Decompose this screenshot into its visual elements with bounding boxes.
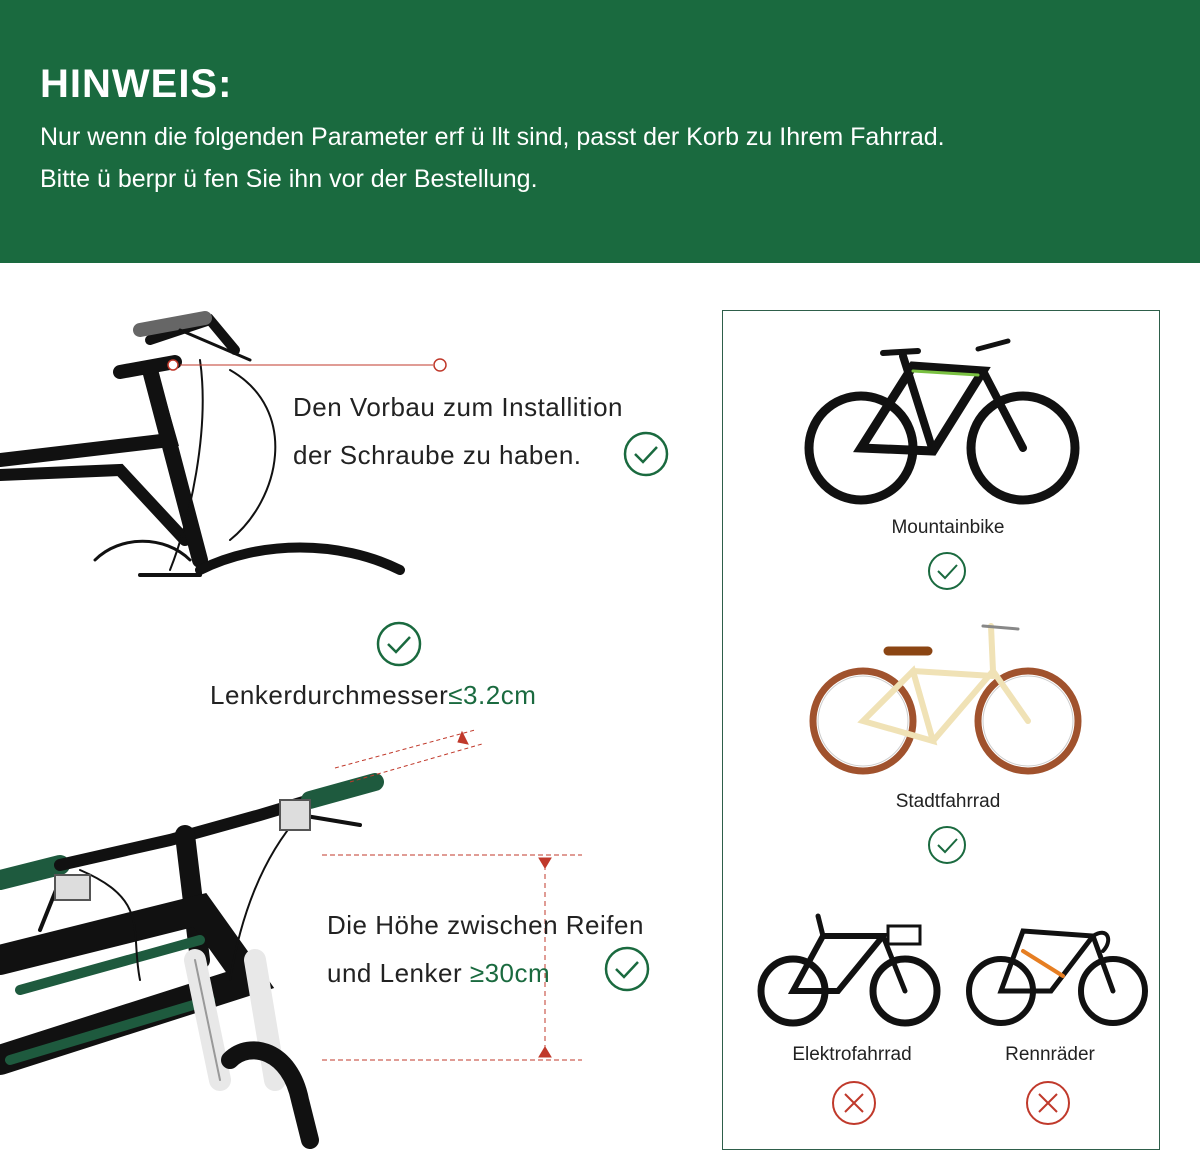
elektrofahrrad-caption: Elektrofahrrad xyxy=(792,1044,912,1065)
diameter-label: Lenkerdurchmesser xyxy=(210,680,449,710)
diameter-value: ≤3.2cm xyxy=(448,680,537,710)
notice-line-2: Bitte ü berpr ü fen Sie ihn vor der Bestellung. xyxy=(40,165,538,193)
diameter-requirement xyxy=(210,680,536,711)
cross-icon xyxy=(1025,1080,1071,1126)
height-label: und Lenker xyxy=(327,958,470,988)
cross-icon xyxy=(831,1080,877,1126)
stem-requirement-line-2: der Schraube zu haben. xyxy=(293,440,582,470)
height-value: ≥30cm xyxy=(469,958,551,988)
notice-line-1: Nur wenn die folgenden Parameter erf ü llt sind, passt der Korb zu Ihrem Fahrrad. xyxy=(40,123,945,151)
notice-title: HINWEIS: xyxy=(40,62,233,106)
check-icon xyxy=(927,551,967,591)
check-icon xyxy=(375,620,423,668)
height-requirement-line-1: Die Höhe zwischen Reifen xyxy=(327,910,644,940)
mountainbike-image xyxy=(809,341,1075,500)
mountainbike-caption: Mountainbike xyxy=(891,517,1005,538)
stem-requirement-line-1: Den Vorbau zum Installition xyxy=(293,392,624,422)
bike-types-illustrations xyxy=(723,311,1161,1151)
bike-handlebar-illustration xyxy=(0,782,375,1140)
check-icon xyxy=(622,430,670,478)
rennrader-image xyxy=(969,931,1145,1023)
elektrofahrrad-image xyxy=(761,916,937,1023)
rennrader-caption: Rennräder xyxy=(1005,1044,1095,1065)
stadtfahrrad-caption: Stadtfahrrad xyxy=(895,791,1001,812)
compatibility-panel xyxy=(722,310,1160,1150)
check-icon xyxy=(603,945,651,993)
stem-pointer xyxy=(168,359,446,371)
stadtfahrrad-image xyxy=(813,626,1078,771)
height-requirement-line-2 xyxy=(327,958,550,989)
check-icon xyxy=(927,825,967,865)
diameter-dimension xyxy=(335,730,482,782)
